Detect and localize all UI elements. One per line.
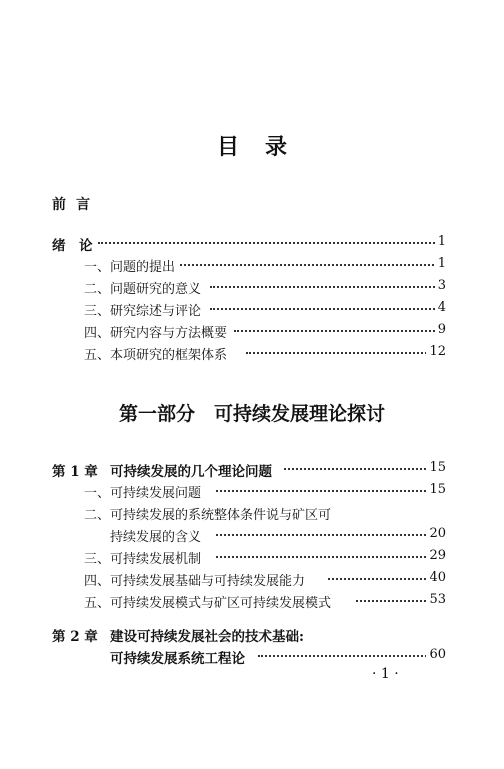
page-number: · 1 · (372, 666, 399, 682)
toc-entry-intro[interactable] (0, 234, 504, 254)
entry-page: 15 (426, 482, 446, 497)
toc-entry[interactable] (0, 482, 504, 502)
part-heading: 第一部分 可持续发展理论探讨 (118, 403, 385, 425)
entry-label: 绪 论 (52, 234, 97, 254)
dot-leader (246, 352, 434, 354)
entry-page: 29 (426, 548, 446, 563)
entry-label: 五、本项研究的框架体系 (84, 344, 231, 363)
chapter-number: 第 2 章 (52, 629, 98, 645)
entry-label: 二、问题研究的意义 (84, 278, 205, 297)
toc-entry[interactable] (0, 548, 504, 568)
toc-entry-continued[interactable] (0, 526, 504, 546)
page-title: 目录 (216, 134, 313, 160)
toc-entry-chapter-2[interactable] (0, 625, 504, 645)
entry-page: 40 (426, 570, 446, 585)
dot-leader (258, 655, 434, 657)
toc-entry[interactable] (0, 344, 504, 364)
entry-label: 四、研究内容与方法概要 (84, 322, 231, 341)
dot-leader (328, 578, 434, 580)
toc-entry-chapter-2-continued[interactable] (0, 647, 504, 667)
dot-leader (356, 600, 434, 602)
toc-entry[interactable] (0, 570, 504, 590)
dot-leader (216, 490, 434, 492)
toc-entry[interactable] (0, 592, 504, 612)
toc-entry[interactable] (0, 504, 504, 524)
entry-page: 60 (426, 647, 446, 662)
dot-leader (210, 286, 442, 288)
dot-leader (98, 242, 442, 244)
entry-label: 可持续发展的几个理论问题 (110, 460, 276, 480)
dot-leader (216, 556, 434, 558)
entry-page: 1 (435, 256, 446, 271)
entry-page: 20 (426, 526, 446, 541)
entry-page: 4 (435, 300, 446, 315)
preface-heading: 前言 (52, 197, 100, 213)
entry-label: 二、可持续发展的系统整体条件说与矿区可 (84, 504, 335, 523)
dot-leader (180, 264, 442, 266)
entry-label: 三、研究综述与评论 (84, 300, 205, 319)
dot-leader (210, 308, 442, 310)
entry-page: 1 (435, 234, 446, 249)
entry-label: 三、可持续发展机制 (84, 548, 205, 567)
entry-page: 9 (435, 322, 446, 337)
entry-label: 四、可持续发展基础与可持续发展能力 (84, 570, 309, 589)
chapter-number: 第 1 章 (52, 464, 98, 480)
dot-leader (216, 534, 434, 536)
toc-entry[interactable] (0, 278, 504, 298)
entry-label: 建设可持续发展社会的技术基础: (110, 625, 308, 645)
dot-leader (284, 468, 434, 470)
toc-entry[interactable] (0, 322, 504, 342)
entry-page: 12 (426, 344, 446, 359)
entry-label: 一、可持续发展问题 (84, 482, 205, 501)
dot-leader (234, 330, 442, 332)
entry-label: 持续发展的含义 (110, 526, 205, 545)
toc-entry-chapter-1[interactable] (0, 460, 504, 480)
entry-label: 五、可持续发展模式与矿区可持续发展模式 (84, 592, 335, 611)
entry-page: 15 (426, 460, 446, 475)
entry-label: 一、问题的提出 (84, 256, 179, 275)
entry-page: 53 (426, 592, 446, 607)
entry-page: 3 (435, 278, 446, 293)
toc-entry[interactable] (0, 300, 504, 320)
entry-label: 可持续发展系统工程论 (110, 647, 249, 667)
toc-entry[interactable] (0, 256, 504, 276)
